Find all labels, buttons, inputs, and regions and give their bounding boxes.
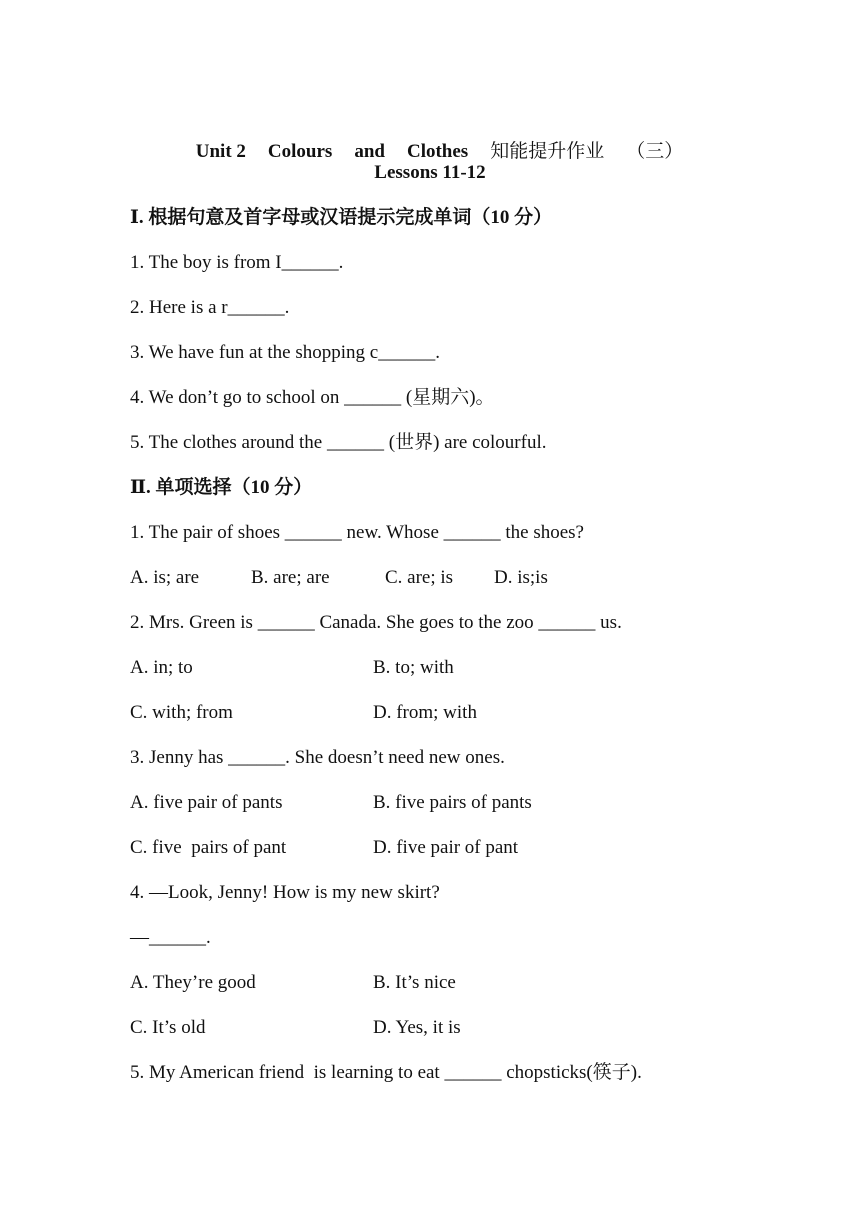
title-word-clothes: Clothes xyxy=(406,141,469,162)
mc-4-option-c: C. It’s old xyxy=(130,1017,206,1038)
fill-item-2: 2. Here is a r______. xyxy=(130,297,290,318)
fill-item-5: 5. The clothes around the ______ (世界) are colourful. xyxy=(130,432,547,453)
mc-question-5: 5. My American friend is learning to eat ______ chopsticks(筷子). xyxy=(130,1062,642,1083)
mc-options-2-row-1 xyxy=(130,656,830,680)
mc-3-option-b: B. five pairs of pants xyxy=(373,792,532,813)
mc-2-option-b: B. to; with xyxy=(373,657,454,678)
mc-options-4-row-2 xyxy=(130,1016,830,1040)
mc-4-option-b: B. It’s nice xyxy=(373,972,456,993)
mc-question-3: 3. Jenny has ______. She doesn’t need new ones. xyxy=(130,747,505,768)
mc-options-1 xyxy=(130,566,830,590)
mc-1-option-a: A. is; are xyxy=(130,567,200,588)
mc-4-option-d: D. Yes, it is xyxy=(373,1017,461,1038)
mc-4-option-a: A. They’re good xyxy=(130,972,256,993)
title-word-colours: Colours xyxy=(267,141,333,162)
mc-2-option-a: A. in; to xyxy=(130,657,193,678)
mc-1-option-c: C. are; is xyxy=(385,567,454,588)
fill-item-3: 3. We have fun at the shopping c______. xyxy=(130,342,440,363)
fill-item-4: 4. We don’t go to school on ______ (星期六)。 xyxy=(130,387,495,408)
title-number: （三） xyxy=(626,141,684,162)
fill-item-1: 1. The boy is from I______. xyxy=(130,252,344,273)
mc-3-option-a: A. five pair of pants xyxy=(130,792,283,813)
mc-question-4: 4. —Look, Jenny! How is my new skirt? xyxy=(130,882,440,903)
mc-3-option-d: D. five pair of pant xyxy=(373,837,519,858)
mc-question-2: 2. Mrs. Green is ______ Canada. She goes to the zoo ______ us. xyxy=(130,612,622,633)
mc-4-answer-line: —______. xyxy=(130,927,211,948)
page-subtitle: Lessons 11-12 xyxy=(374,162,486,183)
title-word-and: and xyxy=(354,141,385,162)
title-unit: Unit 2 xyxy=(195,141,246,162)
mc-3-option-c: C. five pairs of pant xyxy=(130,837,287,858)
section-1-heading: Ⅰ. 根据句意及首字母或汉语提示完成单词（10 分） xyxy=(130,207,553,228)
mc-options-3-row-2 xyxy=(130,836,830,860)
mc-options-3-row-1 xyxy=(130,791,830,815)
title-cjk: 知能提升作业 xyxy=(490,141,605,162)
mc-options-4-row-1 xyxy=(130,971,830,995)
mc-1-option-d: D. is;is xyxy=(494,567,548,588)
mc-2-option-d: D. from; with xyxy=(373,702,477,723)
mc-question-1: 1. The pair of shoes ______ new. Whose ______ the shoes? xyxy=(130,522,584,543)
mc-options-2-row-2 xyxy=(130,701,830,725)
section-2-heading: Ⅱ. 单项选择（10 分） xyxy=(130,477,313,498)
mc-2-option-c: C. with; from xyxy=(130,702,233,723)
mc-1-option-b: B. are; are xyxy=(251,567,330,588)
